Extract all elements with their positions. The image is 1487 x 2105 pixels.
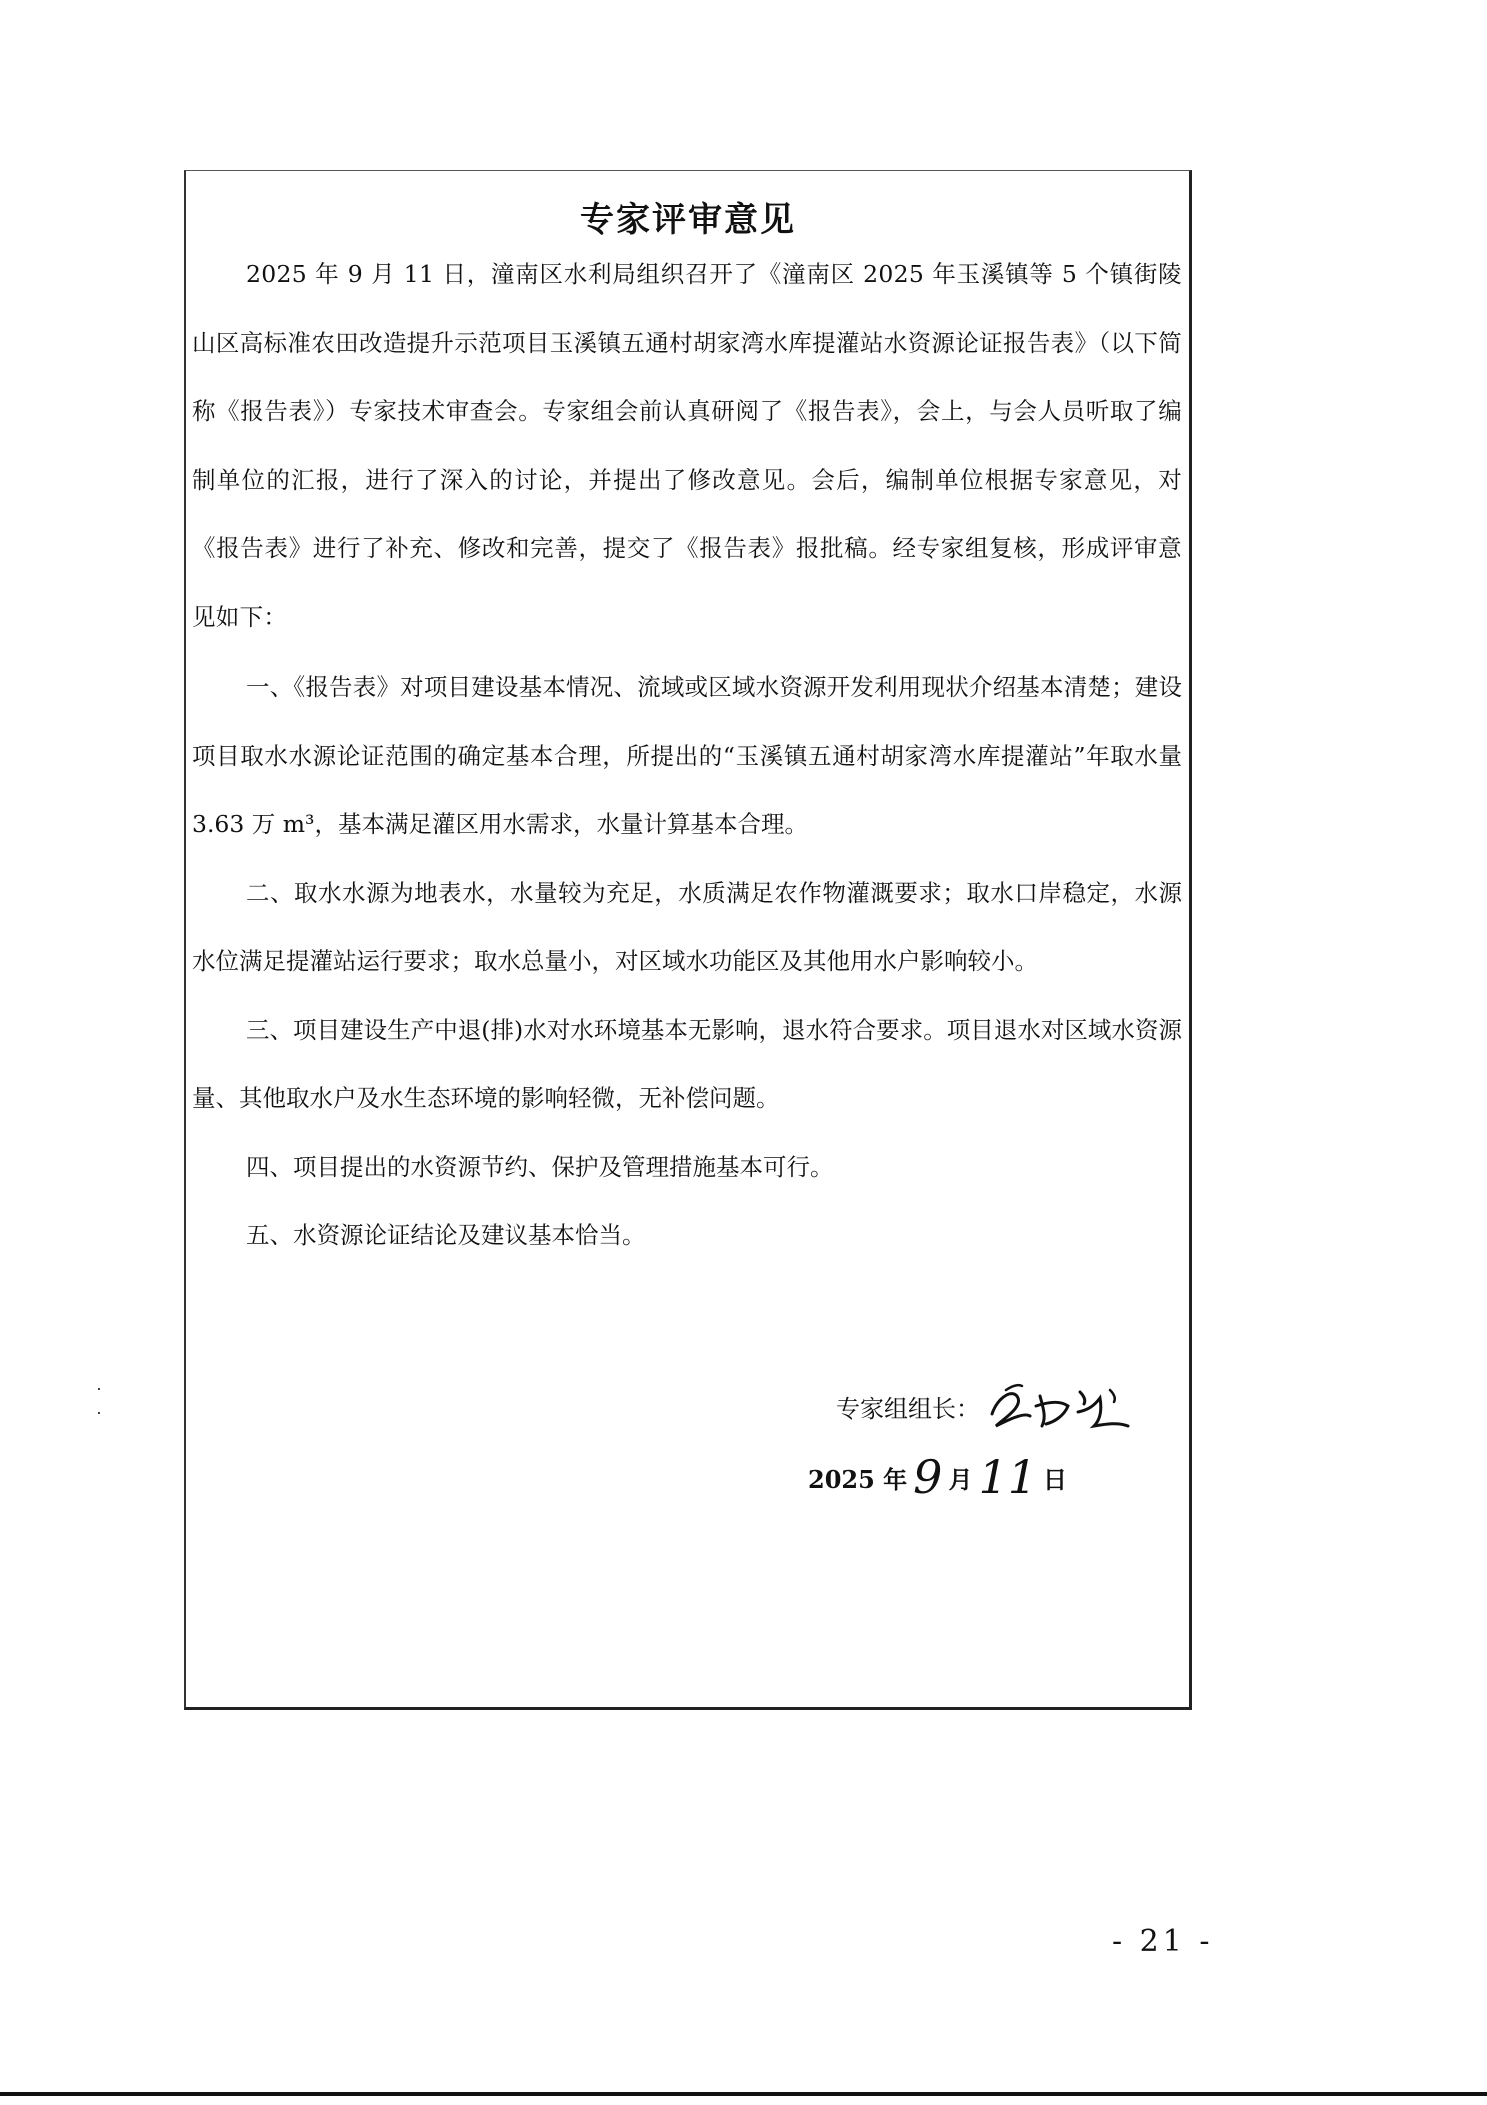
signature-label: 专家组组长： (836, 1394, 980, 1423)
signature-row (836, 1376, 1134, 1436)
bottom-divider (0, 2092, 1487, 2096)
date-month-handwritten: 9 (913, 1450, 943, 1504)
scan-speck (98, 1388, 100, 1390)
opinion-point-3: 三、项目建设生产中退(排)水对水环境基本无影响，退水符合要求。项目退水对区域水资源量、其他取水户及水生态环境的影响轻微，无补偿问题。 (192, 1015, 1182, 1112)
document-body (192, 240, 1182, 1270)
date-day-handwritten: 11 (978, 1450, 1037, 1504)
date-year: 2025 年 (808, 1464, 908, 1494)
date-day-unit: 日 (1042, 1464, 1067, 1494)
opinion-point-5: 五、水资源论证结论及建议基本恰当。 (246, 1221, 646, 1249)
opinion-point-2: 二、取水水源为地表水，水量较为充足，水质满足农作物灌溉要求；取水口岸稳定，水源水位满足提灌站运行要求；取水总量小，对区域水功能区及其他用水户影响较小。 (192, 878, 1182, 975)
intro-paragraph: 2025 年 9 月 11 日，潼南区水利局组织召开了《潼南区 2025 年玉溪镇等 5 个镇街陵山区高标准农田改造提升示范项目玉溪镇五通村胡家湾水库提灌站水资源论证报告表》（以下简称《报告表》）专家技术审查会。专家组会前认真研阅了《报告表》，会上，与会人员听取了编制单位的汇报，进行了深入的讨论，并提出了修改意见。会后，编制单位根据专家意见，对《报告表》进行了补充、修改和完善，提交了《报告表》报批稿。经专家组复核，形成评审意见如下： (192, 260, 1182, 631)
page-number: - 21 - (1112, 1924, 1214, 1959)
date-month-unit: 月 (948, 1464, 973, 1494)
document-title: 专家评审意见 (580, 200, 796, 240)
opinion-point-4: 四、项目提出的水资源节约、保护及管理措施基本可行。 (246, 1152, 834, 1181)
scan-speck (98, 1412, 100, 1414)
signing-date (808, 1450, 1067, 1504)
handwritten-signature (984, 1376, 1134, 1436)
opinion-point-1: 一、《报告表》对项目建设基本情况、流域或区域水资源开发利用现状介绍基本清楚；建设项目取水水源论证范围的确定基本合理，所提出的“玉溪镇五通村胡家湾水库提灌站”年取水量 3.63 万 m³，基本满足灌区用水需求，水量计算基本合理。 (192, 673, 1182, 838)
